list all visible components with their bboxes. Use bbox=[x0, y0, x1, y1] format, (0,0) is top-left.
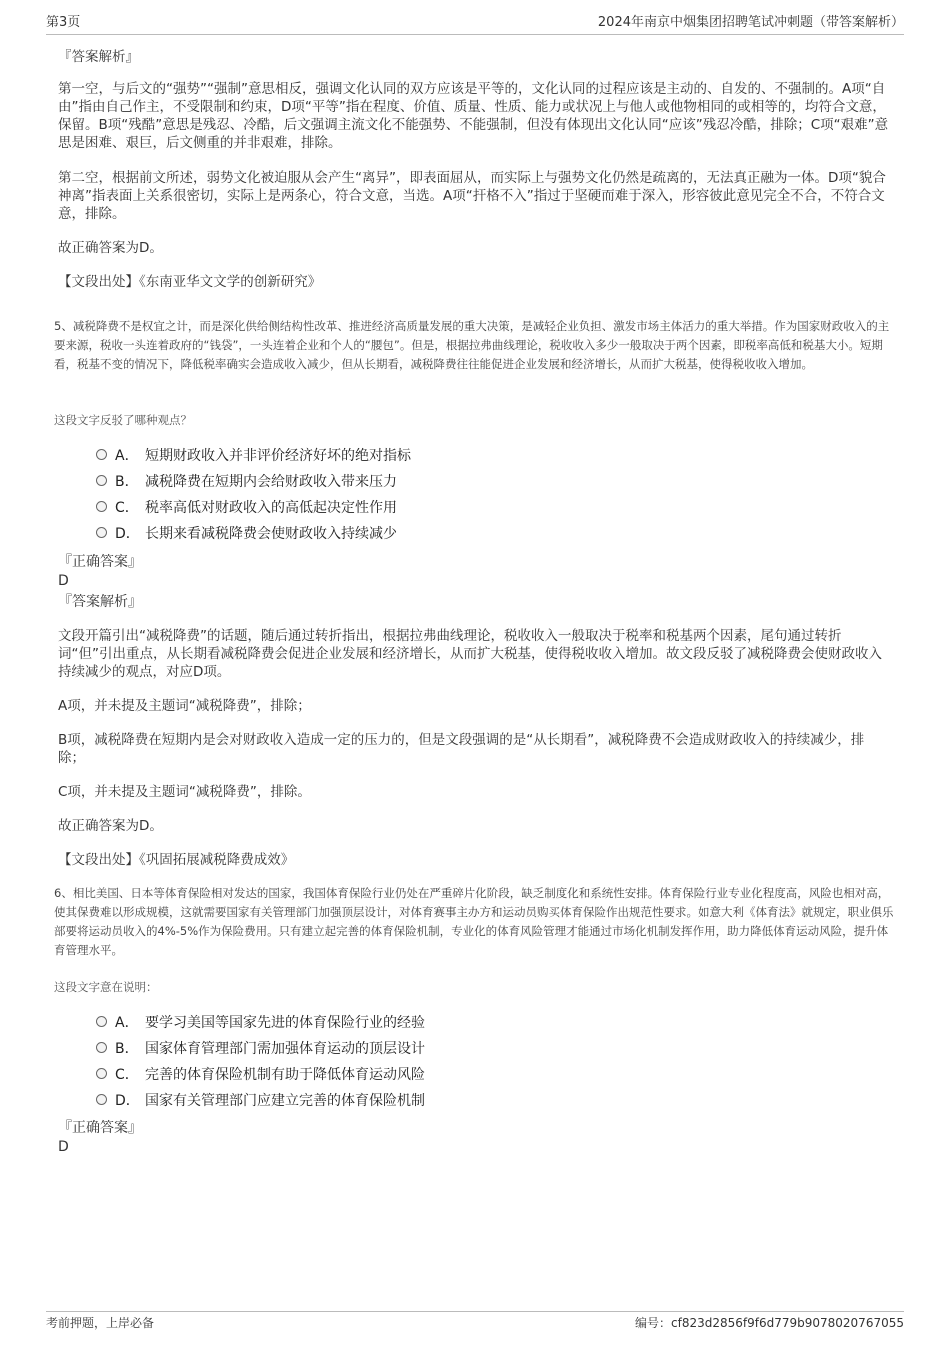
analysis-label: 『答案解析』 bbox=[58, 594, 142, 610]
question-6-passage: 6、相比美国、日本等体育保险相对发达的国家，我国体育保险行业仍处在严重碎片化阶段，缺乏制度化和系统性安排。体育保险行业专业化程度高，风险也相对高，使其保费难以形成规模，这就需要国家有关管理部门加强顶层设计，对体育赛事主办方和运动员购买体育保险作出规范性要求。如意大利《体育法》就规定，职业俱乐部要将运动员收入的4%-5%作为保险费用。只有建立起完善的体育保险机制，专业化的体育风险管理才能通过市场化机制发挥作用，助力降低体育运动风险，提升体育管理水平。 bbox=[54, 886, 894, 957]
question-5-option-a[interactable]: A． 短期财政收入并非评价经济好坏的绝对指标 bbox=[96, 446, 411, 466]
analysis-paragraph: C项，并未提及主题词“减税降费”，排除。 bbox=[58, 784, 311, 800]
radio-icon[interactable] bbox=[96, 1016, 107, 1027]
question-6-prompt: 这段文字意在说明： bbox=[54, 980, 158, 994]
analysis-conclusion: 故正确答案为D。 bbox=[58, 240, 163, 256]
passage-source: 【文段出处】《巩固拓展减税降费成效》 bbox=[58, 852, 295, 868]
analysis-conclusion: 故正确答案为D。 bbox=[58, 818, 163, 834]
analysis-paragraph: 第二空，根据前文所述，弱势文化被迫服从会产生“离异”，即表面屈从，而实际上与强势文化仍然是疏离的，无法真正融为一体。D项“貌合神离”指表面上关系很密切，实际上是两条心，符合文意，当选。A项“扞格不入”指过于坚硬而难于深入，形容彼此意见完全不合，不符合文意，排除。 bbox=[58, 170, 886, 222]
passage-source: 【文段出处】《东南亚华文文学的创新研究》 bbox=[58, 274, 322, 290]
radio-icon[interactable] bbox=[96, 501, 107, 512]
radio-icon[interactable] bbox=[96, 449, 107, 460]
document-code: 编号：cf823d2856f9f6d779b9078020767055 bbox=[635, 1316, 904, 1330]
radio-icon[interactable] bbox=[96, 1094, 107, 1105]
question-5-passage: 5、减税降费不是权宜之计，而是深化供给侧结构性改革、推进经济高质量发展的重大决策，是减轻企业负担、激发市场主体活力的重大举措。作为国家财政收入的主要来源，税收一头连着政府的“钱袋”，一头连着企业和个人的“腰包”。但是，根据拉弗曲线理论，税收收入多少一般取决于两个因素，即税率高低和税基大小。短期看，税基不变的情况下，降低税率确实会造成收入减少，但从长期看，减税降费往往能促进企业发展和经济增长，从而扩大税基，使得税收收入增加。 bbox=[54, 319, 890, 371]
question-5-option-b[interactable]: B． 减税降费在短期内会给财政收入带来压力 bbox=[96, 472, 397, 492]
question-6-option-c[interactable]: C． 完善的体育保险机制有助于降低体育运动风险 bbox=[96, 1065, 425, 1085]
question-6-option-d[interactable]: D． 国家有关管理部门应建立完善的体育保险机制 bbox=[96, 1091, 425, 1111]
radio-icon[interactable] bbox=[96, 475, 107, 486]
analysis-paragraph: B项，减税降费在短期内是会对财政收入造成一定的压力的，但是文段强调的是“从长期看”，减税降费不会造成财政收入的持续减少，排除； bbox=[58, 732, 865, 766]
analysis-label: 『答案解析』 bbox=[58, 49, 139, 65]
analysis-paragraph: A项，并未提及主题词“减税降费”，排除； bbox=[58, 698, 311, 714]
footer-slogan: 考前押题，上岸必备 bbox=[46, 1316, 155, 1330]
question-5-prompt: 这段文字反驳了哪种观点？ bbox=[54, 413, 192, 427]
radio-icon[interactable] bbox=[96, 1068, 107, 1079]
question-5-option-d[interactable]: D． 长期来看减税降费会使财政收入持续减少 bbox=[96, 524, 397, 544]
document-title: 2024年南京中烟集团招聘笔试冲刺题（带答案解析） bbox=[597, 15, 904, 30]
answer-label: 『正确答案』 bbox=[58, 554, 142, 570]
page-header bbox=[46, 14, 904, 35]
page-number: 第3页 bbox=[46, 15, 81, 30]
question-6-option-b[interactable]: B． 国家体育管理部门需加强体育运动的顶层设计 bbox=[96, 1039, 425, 1059]
correct-answer: D bbox=[58, 1139, 69, 1155]
analysis-paragraph: 文段开篇引出“减税降费”的话题，随后通过转折指出，根据拉弗曲线理论，税收收入一般取决于税率和税基两个因素，尾句通过转折词“但”引出重点，从长期看减税降费会促进企业发展和经济增长，从而扩大税基，使得税收收入增加。故文段反驳了减税降费会使财政收入持续减少的观点，对应D项。 bbox=[58, 628, 882, 680]
correct-answer: D bbox=[58, 573, 69, 589]
radio-icon[interactable] bbox=[96, 1042, 107, 1053]
analysis-paragraph: 第一空，与后文的“强势”“强制”意思相反，强调文化认同的双方应该是平等的，文化认同的过程应该是主动的、自发的、不强制的。A项“自由”指由自己作主，不受限制和约束，D项“平等”指在程度、价值、质量、性质、能力或状况上与他人或他物相同的或相等的，均符合文意，保留。B项“残酷”意思是残忍、冷酷，后文强调主流文化不能强势、不能强制，但没有体现出文化认同“应该”残忍冷酷，排除；C项“艰难”意思是困难、艰巨，后文侧重的并非艰难，排除。 bbox=[58, 81, 889, 151]
question-5-option-c[interactable]: C． 税率高低对财政收入的高低起决定性作用 bbox=[96, 498, 397, 518]
question-6-option-a[interactable]: A． 要学习美国等国家先进的体育保险行业的经验 bbox=[96, 1013, 425, 1033]
radio-icon[interactable] bbox=[96, 527, 107, 538]
answer-label: 『正确答案』 bbox=[58, 1120, 142, 1136]
page-footer bbox=[46, 1311, 904, 1334]
